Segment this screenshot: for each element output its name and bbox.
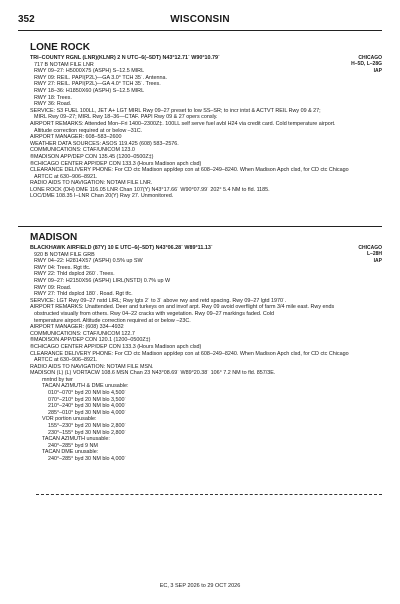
restriction-line: 155°–230° byd 20 NM blo 2,800´ bbox=[48, 423, 127, 430]
detail-line: RWY 04–22: H2814X57 (ASPH) 0.5% up SW bbox=[34, 258, 143, 265]
detail-line: RWY 22: Thld dsplcd 260´. Trees. bbox=[34, 271, 115, 278]
airport-elevation: 920 B NOTAM FILE GRB bbox=[34, 251, 95, 258]
detail-line: MIRL Rwy 09–27; MIRL Rwy 18–36—CTAF. PAPI Rwy 09 & 27 opers consly. bbox=[34, 114, 218, 121]
detail-line: SERVICE: S3 FUEL 100LL, JET A+ LGT MIRL Rwy 09–27 preset to low SS–SR; to incr intst & ACTVT REIL Rwy 09 & 27; bbox=[30, 107, 321, 114]
airport-elevation: 717 B NOTAM FILE LNR bbox=[34, 61, 94, 68]
detail-line: RWY 04: Trees. Rgt tfc. bbox=[34, 264, 91, 271]
detail-line: ®MADISON APP/DEP CON 135.45 (1200–0500Z‡) bbox=[30, 153, 154, 160]
airport-details bbox=[18, 258, 382, 377]
airport-entry-madison bbox=[18, 245, 382, 463]
city-lone-rock: LONE ROCK bbox=[30, 42, 90, 53]
section-rule bbox=[18, 226, 382, 227]
detail-line: ARTCC at 630–906–8921. bbox=[34, 357, 98, 364]
detail-line: temperature airport. Altitude correction required at or below –23C. bbox=[34, 317, 191, 324]
restriction-line: 285°–010° byd 30 NM blo 4,000´ bbox=[48, 409, 127, 416]
detail-line: AIRPORT REMARKS: Attended Mon–Fri 1400–2300Z‡. 100LL self serve fuel avbl H24 via credit card. Cold temperature airport. bbox=[30, 120, 336, 127]
detail-line: COMMUNICATIONS: CTAF/UNICOM 122.7 bbox=[30, 330, 135, 337]
detail-line: WEATHER DATA SOURCES: ASOS 119.425 (608) 583–2576. bbox=[30, 140, 179, 147]
detail-line: AIRPORT REMARKS: Unattended. Deer and turkeys on and invof arpt. Rwy 09 avoid overflight of farm 3/4 mile east. Rwy ends bbox=[30, 304, 335, 311]
detail-line: ARTCC at 630–906–8921. bbox=[34, 173, 98, 180]
detail-line: RWY 09: REIL. PAPI(P2L)—GA 3.0° TCH 35´. Antenna. bbox=[34, 74, 167, 81]
detail-line: RWY 27: REIL. PAPI(P2L)—GA 4.0° TCH 35´. Trees. bbox=[34, 81, 161, 88]
detail-line: CLEARANCE DELIVERY PHONE: For CD ctc Madison app/dep con at 608–249–8240. When Madison Apch clsd, for CD ctc Chicago bbox=[30, 167, 349, 174]
restriction-line: TACAN AZIMUTH unusable: bbox=[42, 436, 110, 443]
detail-line: AIRPORT MANAGER: (608) 334–4932 bbox=[30, 324, 124, 331]
page-number: 352 bbox=[18, 14, 35, 25]
detail-line: RWY 09: Road. bbox=[34, 284, 72, 291]
restriction-line: 240°–285° byd 9 NM bbox=[48, 442, 98, 449]
chart-references: CHICAGO L–28H IAP bbox=[358, 245, 382, 264]
restriction-line: TACAN DME unusable: bbox=[42, 449, 99, 456]
detail-line: ®MADISON APP/DEP CON 120.1 (1200–0500Z‡) bbox=[30, 337, 151, 344]
section-divider bbox=[36, 494, 382, 495]
airport-details bbox=[18, 68, 382, 200]
restriction-line: 240°–285° byd 30 NM blo 4,000´ bbox=[48, 456, 127, 462]
airport-entry-lone-rock bbox=[18, 55, 382, 200]
airport-title: BLACKHAWK AIRFIELD (87Y) 10 E UTC–6(–5DT) N43°06.28´ W89°11.13´ bbox=[30, 245, 213, 251]
detail-line: AIRPORT MANAGER: 608–583–2600 bbox=[30, 134, 122, 141]
page-header bbox=[18, 14, 382, 28]
state-title: WISCONSIN bbox=[170, 14, 230, 25]
detail-line: ®CHICAGO CENTER APP/DEP CON 133.3 (Hours Madison apch clsd) bbox=[30, 160, 202, 167]
navaid-restrictions bbox=[18, 377, 382, 463]
detail-line: RADIO AIDS TO NAVIGATION: NOTAM FILE LNR. bbox=[30, 180, 153, 187]
detail-line: RADIO AIDS TO NAVIGATION: NOTAM FILE MSN. bbox=[30, 363, 154, 370]
detail-line: RWY 09–27: H5000X75 (ASPH) S–12.5 MIRL bbox=[34, 68, 145, 75]
restriction-line: TACAN AZIMUTH & DME unusable: bbox=[42, 383, 129, 390]
airport-title: TRI–COUNTY RGNL (LNR)(KLNR) 2 N UTC–6(–5DT) N43°12.71´ W90°10.79´ bbox=[30, 55, 220, 61]
detail-line: RWY 09–27: H2150X56 (ASPH) LIRL(NSTD) 0.7% up W bbox=[34, 277, 171, 284]
restriction-line: mntnd by twr bbox=[42, 376, 73, 383]
effective-dates: EC, 3 SEP 2026 to 29 OCT 2026 bbox=[159, 583, 241, 589]
header-rule bbox=[18, 30, 382, 31]
detail-line: COMMUNICATIONS: CTAF/UNICOM 123.0 bbox=[30, 147, 135, 154]
chart-references: CHICAGO H–5D, L–28G IAP bbox=[351, 55, 382, 74]
detail-line: LONE ROCK (DH) DME 116.05 LNR Chan 107(Y) N43°17.66´ W90°07.99´ 202° 5.4 NM to fld. 1185. bbox=[30, 186, 270, 193]
detail-line: MADISON (L) (L) VORTACW 108.6 MSN Chan 23 N43°08.69´ W89°20.38´ 106° 7.2 NM to fld. 857/3E. bbox=[30, 370, 276, 377]
restriction-line: VOR portion unusable: bbox=[42, 416, 97, 423]
detail-line: CLEARANCE DELIVERY PHONE: For CD ctc Madison app/dep con at 608–249–8240. When Madison Apch clsd, for CD ctc Chicago bbox=[30, 350, 349, 357]
detail-line: obstructed visually from others. Rwy 04–22 cracks with vegetation. Rwy 09–27 markings faded. Cold bbox=[34, 310, 274, 317]
detail-line: RWY 36: Road. bbox=[34, 101, 72, 108]
detail-line: LOC/DME 108.35 I–LNR Chan 20(Y) Rwy 27. Unmonitored. bbox=[30, 193, 174, 200]
detail-line: RWY 18: Trees. bbox=[34, 94, 72, 101]
restriction-line: 210°–240° byd 30 NM blo 4,000´ bbox=[48, 403, 127, 410]
city-madison: MADISON bbox=[30, 232, 78, 243]
restriction-line: 070°–210° byd 20 NM blo 3,500´ bbox=[48, 396, 127, 403]
detail-line: RWY 27: Thld dsplcd 180´. Road. Rgt tfc. bbox=[34, 291, 133, 298]
restriction-line: 010°–070° byd 20 NM blo 4,500´ bbox=[48, 390, 127, 397]
detail-line: SERVICE: LGT Rwy 09–27 nstd LIRL; Rwy lgts 2´ to 3´ above rwy and retd spacing. Rwy 09–27 lgtd 1970´. bbox=[30, 297, 287, 304]
detail-line: RWY 18–36: H1850X60 (ASPH) S–12.5 MIRL bbox=[34, 87, 145, 94]
detail-line: ®CHICAGO CENTER APP/DEP CON 133.3 (Hours Madison apch clsd) bbox=[30, 343, 202, 350]
detail-line: Altitude correction required at or below –31C. bbox=[34, 127, 143, 134]
restriction-line: 230°–155° byd 30 NM blo 2,800´ bbox=[48, 429, 127, 436]
